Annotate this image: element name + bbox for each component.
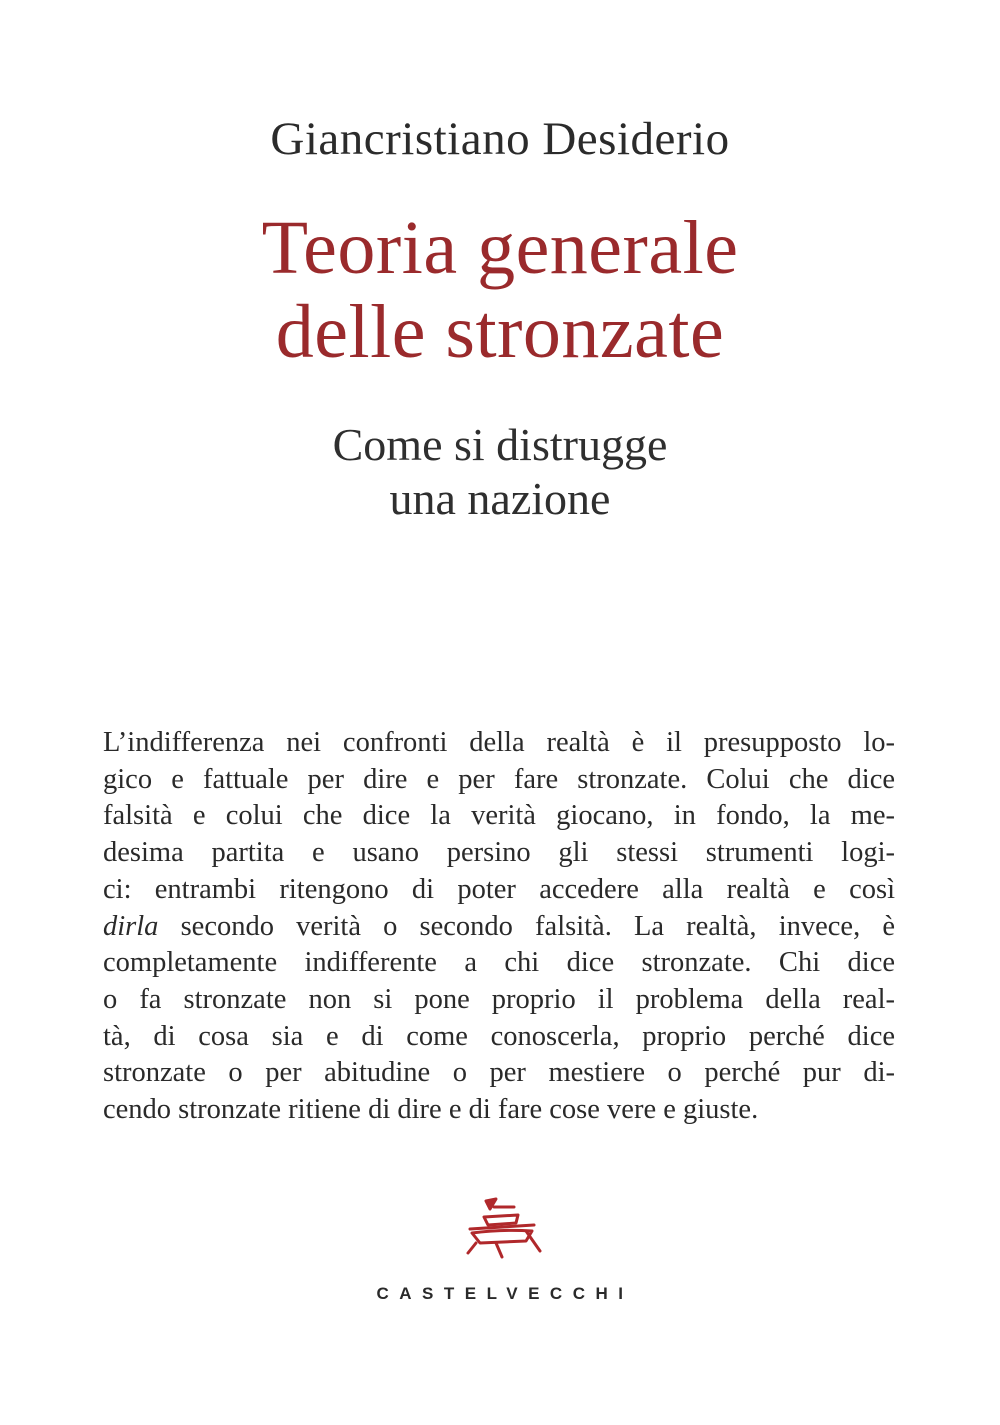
book-title <box>0 206 1000 374</box>
blurb-line: o fa stronzate non si pone proprio il problema della real- <box>103 983 895 1015</box>
author-name: Giancristiano Desiderio <box>270 113 730 165</box>
blurb-line: gico e fattuale per dire e per fare stronzate. Colui che dice <box>103 763 895 795</box>
title-line-2: delle stronzate <box>275 290 725 374</box>
blurb-line <box>103 909 895 946</box>
blurb-line-rest: secondo verità o secondo falsità. La realtà, invece, è <box>158 910 895 942</box>
blurb-line: completamente indifferente a chi dice stronzate. Chi dice <box>103 947 895 979</box>
blurb-line: L’indifferenza nei confronti della realtà è il presupposto lo- <box>103 727 895 758</box>
subtitle-line-2: una nazione <box>389 473 611 524</box>
blurb-line: cendo stronzate ritiene di dire e di fare cose vere e giuste. <box>103 1094 759 1126</box>
blurb-line: ci: entrambi ritengono di poter accedere alla realtà e così <box>103 873 895 905</box>
blurb-line: falsità e colui che dice la verità giocano, in fondo, la me- <box>103 800 895 832</box>
book-subtitle <box>0 418 1000 526</box>
title-line-1: Teoria generale <box>261 206 739 290</box>
blurb-italic-word: dirla <box>103 910 159 942</box>
subtitle-line-1: Come si distrugge <box>332 419 668 470</box>
blurb-text <box>103 725 895 1129</box>
blurb-line: stronzate o per abitudine o per mestiere o perché pur di- <box>103 1057 895 1089</box>
blurb-line: tà, di cosa sia e di come conoscerla, proprio perché dice <box>103 1020 895 1052</box>
ship-logo-icon <box>456 1195 546 1265</box>
blurb-line: desima partita e usano persino gli stessi strumenti logi- <box>103 837 895 869</box>
publisher-name: CASTELVECCHI <box>376 1284 634 1303</box>
